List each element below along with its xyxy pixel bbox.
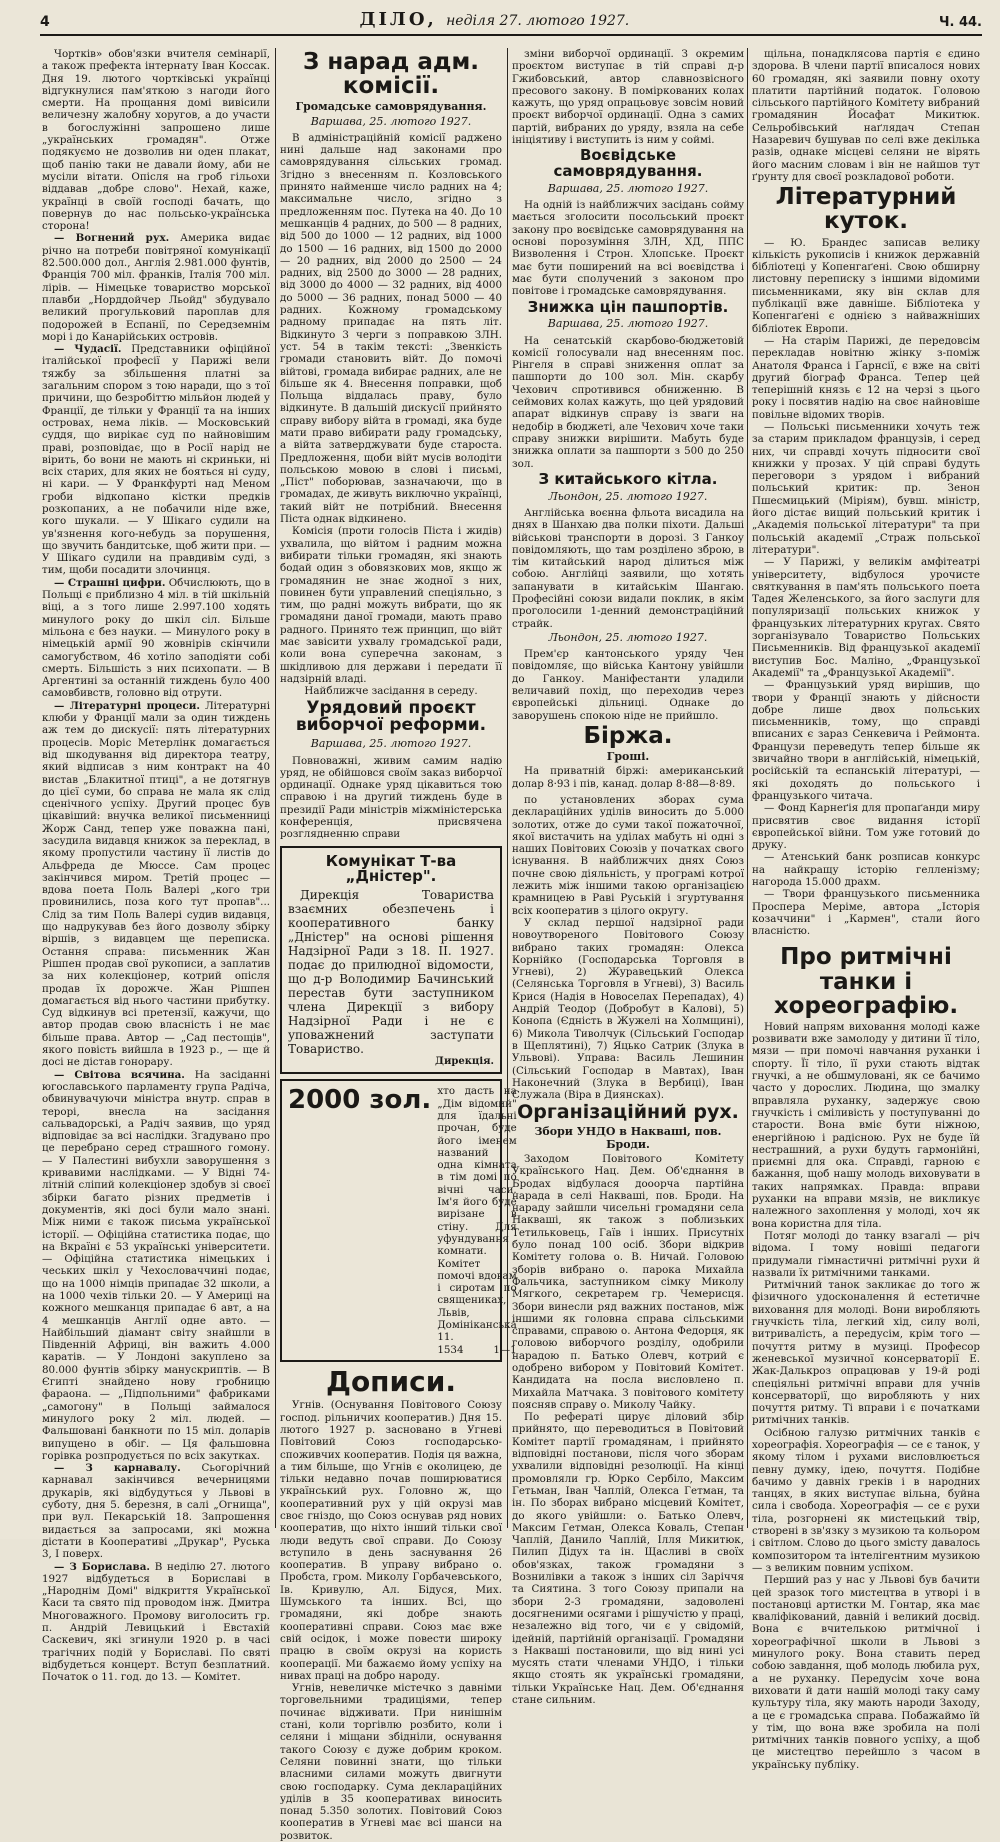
article-text: Новий напрям виховання молоді каже розвивати вже замолоду у дитини її тіло, мязи — при помочі навчання руханки і спорту. Її тіло, її рухи стають відтак гнучкі, а не обшмуловані, як се бачимо часто у дорослих. Людина, що змалку вправляла руханку, задержує свою гнучкість і сміливість у поступуванні до старости. Вона вміє бути ніжною, енергійною і радісною. Рух не буде їй нестрашний, а рухи будуть гармонійні, приємні для ока. Справді, гарною є бажання, щоб нашу молодь виховувати в таких напрямках. Правда: вправи руханки на вправи мязів, не викликує належного захоплення у молоді, хоч як вона користна для тіла. [752, 1020, 980, 1230]
ad-code: 1534 [437, 1343, 464, 1356]
article-text: Америка видає річно на потреби повітряної комунікації 82.500.000 дол., Англія 2.981.000 фунтів, Франція 700 міл. франків, Італія 700 міл. лірів. — Німецьке товариство морської плавби „Норддойчер Льойд" збудувало великий прогульковий пароплав для подорожей в Еспанії, по Середземнім морі і до Канарійських островів. [42, 232, 270, 343]
subheadline: Збори УНДО в Накваші, пов. Броди. [534, 1125, 722, 1151]
headline: З нарад адм. комісії. [303, 49, 479, 100]
article-text: Прем'єр кантонського уряду Чен повідомляє, що війська Кантону увійшли до Ганкоу. Маніфестанти уладили величавий похід, що переходив через європейські дільниці. Однаке до заворушень спокою ніде не прийшло. [512, 648, 744, 722]
dateline: Варшава, 25. лютого 1927. [310, 114, 472, 128]
headline: Літературний куток. [775, 184, 957, 235]
rubric: — Світова всячина. [54, 1068, 185, 1081]
article-text: — Фонд Карнеґія для пропаґанди миру присвятив своє видання історії європейської війни. Том уже готовий до друку. [752, 802, 980, 852]
article-text: — Атенський банк розписав конкурс на найкращу історію гелленізму; нагорода 15.000 драхм. [752, 851, 980, 888]
article-text: Представники офіційної італійської професії у Парижі вели тяжбу за збільшення платні за загальним спором з тою наради, що з тої причини, що безробіттю мільйон людей у Франції, де тільки у Франції та на інших островах, нема ліків. — Московський суддя, що вирікає суд по найновішим праві, розповідає, що в Росії нарід не вірить, бо вони не мають ні скриньки, ні всіх старих, для яких не бояться ні суду, ні кари. — У Франкфурті над Меном гроби відкопано кістки предків розкопаних, а не побачили ніде вже, кого шукали. — У Шікаго судили на ув'язнення кого-небудь за порушення, що звучить бандитське, щоб жити при. — У Шікаго судили на правдивім суді, з тим, щоби посадити злочинця. [42, 343, 270, 577]
paper-title [359, 9, 629, 34]
article-text: По рефераті цирує діловий збір прийнято, що переводиться в Повітовий Комітет партії громадянам, і прийнято відповідні постанови, після чого зборам ухвалили відповідні резолюції. На кінці промовляли гр. Юрко Сербіло, Максим Гетьман, Іван Чаплій, Олекса Гетман, та ін. По зборах вибрано місцевий Комітет, до якого увійшли: о. Батько Олевч, Максим Гетман, Олекса Коваль, Степан Чаплій, Данило Чаплій, Ілля Микитюк, Пилип Дідух та ін. Щасливі в своїх обов'язках, також громадяни з Вознилівки а також з інших сіл Заріччя та Сиятина. З того Союзу припали на збори 2-3 громадяни, задоволені досягненими осягами і рішучістю у праці, незалежно від того, чи є у свідомій, ідейній, партійній організації. Громадяни з Накваші постановили, що від нині усі мусять стати членами УНДО, і тільки якщо стоять як українські громадяни, тільки Українське Нац. Дем. Об'єднання стане сильним. [512, 1411, 744, 1706]
paper-name: ДІЛО, [359, 9, 437, 30]
article-text: Літературні клюби у Франції мали за один тиждень аж тем до дискусії: пять літературних процесів. Моріс Метерлінк домагається від шкодування від директора театру, який відписав з ним контракт на 40 вистав „Блакитної птиці", а не дотягнув до цієї суми, бо справа не мала як слід сценічного успіху. Другий процес був цікавіший: внучка великої письменниці Жорж Санд, тепер уже поважна пані, засудила видавця книжок за переклад, в якому пропустили частину її листів до Альфреда де Мюссе. Сам процес закінчився миром. Третій процес — вдова поета Поль Валері „кого три провинились, поза кого тут пропав"... Слід за тим Поль Валері судив видавця, що надрукував без його дозволу збірку віршів, з видавцем ще переписка. Остання справа: письменник Жан Рішпен продав свої рукописи, а заплатив за них колекціонер, котрий опісля продав їх дорожче. Жан Рішпен домагається від нього частини прибутку. Суд відкинув всі претензії, кажучи, що автор продав свою власність і не має більше права. Автор — „Сад пестощів", якого повість вийшла в 1923 р., — ще й досі не дістав гонорару. [42, 699, 270, 1069]
article-text: Перший раз у нас у Львові був бачити цей зразок того мистецтва в утворі і в постановці артистки М. Гонтар, яка має кваліфікований, давній і великий досвід. Вона є вчителькою ритмічної і хореографічної школи в Львові з минулого року. Вона ставить перед собою завдання, щоб молодь любила рух, а не руханку. Передусім хоче вона виховати й дати нашій молоді таку саму культуру тіла, яку мають народи Заходу, а це є громадська справа. Побажаймо їй у тім, що вона вже зробила на полі ритмічних танків повного успіху, а щоб це мистецтво перейшло з часом в українську публіку. [752, 1574, 980, 1771]
headline: З китайського кітла. [538, 469, 718, 488]
column-3 [512, 48, 744, 1706]
article-text: Комісія (проти голосів Піста і жидів) ухвалила, що війтом і радним можна вибирати тільки громадян, які знають бодай один з обовязкових мов, якщо ж громадянин не знає жодної з них, повинен бути управлений спеціяльно, з тим, що радні можуть вибрати, що як громадяни даної громади, мають право радного. Принято теж принцип, що війт має завісити ухвалу громадської ради, коли вона суперечна законам, з шкідливою для держави і передати її надзірній владі. [280, 525, 502, 685]
notice-box [280, 846, 502, 1075]
rubric: — З карнавалу. [54, 1462, 181, 1475]
article-text: Чортків» обов'язки вчителя семінарії, а також префекта інтернату Іван Коссак. Дня 19. лютого чортківські українці відгукнулися пам'яткою з нагоди його смерти. На прощання домі вивісили величезну жалобну хоругов, а до участи в богослужінні запрошено лише „українських громадян". Отже подякуємо не дозволив ни оден плакат, щоб панію таки не давали йому, аби не мусіли вітати. Опісля на гроб гільохи віддавав „добре слово". Нехай, каже, українці в своїй господі бачать, що повернув до нас польсько-українська сторона! [42, 48, 270, 233]
ad-code: 1—1 [493, 1343, 517, 1356]
article-text: — У Парижі, у великім амфітеатрі університету, відбулося урочисте святкування в пам'ять польського поета Тадея Желенського, за його заслуги для популяризації польських книжок у французьких літературних кругах. Свято зорганізувало Товариство Польських Письменників. Від французької академії виступив Бос. Маліно, „Французької Академії" та „Французької Академії". [752, 556, 980, 679]
article-text: Обчислюють, що в Польщі є приблизно 4 міл. в тій шкільній віці, а з того лише 2.997.100 ходять минулого року до шкіл сіл. Більше мільона є без науки. — Минулого року в німецькій армії 90 жовнірів скінчили самогубством, 46 хотіло заподіяти собі смерть. Більшість з них психопати. — В Аргентині за останній тиждень було 400 самовбивств, головно від отрути. [42, 576, 270, 700]
column-rule [747, 48, 748, 1528]
article-text: В адміністраційній комісії раджено нині дальше над законами про самоврядування сільських громад. Згідно з внесенням п. Козловського принято найменше число радних на 4; максимальне число, згідно з предложенням пос. Путека на 40. До 10 мешканців 4 радних, до 500 — 8 радних, від 500 до 1000 — 12 радних, від 1000 до 1500 — 16 радних, від 1500 до 2000 — 20 радних, від 2000 до 2500 — 24 радних, від 2500 до 3000 — 28 радних, від 3000 до 4000 — 32 радних, від 4000 до 5000 — 36 радних, понад 5000 — 40 радних. Кожному громадському радному припадає на пять літ. Відкинуто 3 черги з поправкою ЗЛН. уст. 54 в такім тексті: „Звенкість громади становить війт. До помочі війтові, громада вибирає радних, але не більше як 4. Внесення поправки, щоб Польща віддалась праву, було відкинуте. В дальшій дискусії прийнято справу вибору війта в громаді, яка буде мати право вибирати раду громадську, а війта затверджувати буде староста. Предложення, щоби війт мусів володіти польською мовою в слові і письмі, „Піст" поборював, зазначаючи, що в громадах, де живуть виключно українці, такий війт не потрібний. Внесення Піста однак відкинено. [280, 131, 502, 526]
headline: Організаційний рух. [517, 1101, 739, 1124]
rubric: — Чудасії. [54, 343, 122, 356]
dateline: Льондон, 25. лютого 1927. [548, 489, 708, 503]
subheadline: Громадське самоврядування. [295, 100, 487, 114]
article-text: Повноважні, живим самим надію уряд, не обійшовся своїм заказ виборчої ординації. Однаке уряд цікавиться тою справою і на другий тиждень буде в президії Ради міністрів міжміністерська конференція, присвячена розглядненню справи [280, 754, 502, 841]
dateline: Варшава, 25. лютого 1927. [547, 317, 709, 331]
column-4 [752, 48, 980, 1771]
rubric: — Вогнений рух. [54, 232, 170, 245]
issue-date: неділя 27. лютого 1927. [446, 13, 630, 29]
article-text: — Польські письменники хочуть теж за старим прикладом французів, і серед них, чи справді хочуть підносити свої книжки у прозах. У цій справі будуть переговори з урядом і вибраний польський критик: пр. Зенон Пшесмицький (Міріям), бувш. міністр, його дістає вищий польський критик і „Академія польської літератури" та при польській академії „Страж польської літератури". [752, 421, 980, 556]
article-text: Угнів. (Оснування Повітового Союзу господ. рільничих кооператив.) Дня 15. лютого 1927 р. засновано в Угневі Повітовий Союз господарсько-споживчих кооператив. Подія ця важна, а тим більше, що Угнів є околицею, де тільки недавно почав поширюватися український рух. Головно ж, що кооперативний рух у цій окрузі мав своє гніздо, що Союз оснував ряд нових кооператив, що ніхто інший тільки свої люди ведуть свої справи. До Союзу вступило в день заснування 26 кооператив. В управу вибрано о. Пробста, гром. Миколу Горбачевського, Ів. Кривулю, Ал. Бідуся, Мих. Шумського та інших. Всі, що громадяни, які добре знають кооперативні справи. Союз має вже свій осідок, і може повести широку працю в своїм окрузі на користь кооперації. Ми бажаємо йому успіху на нивах праці на добро народу. [280, 1399, 502, 1682]
article-text: На одній із найближчих засідань сойму мається зголосити посольський проєкт закону про воєвідське самоврядування на основі порозуміння ЗЛН, ХД, ППС Визволення і Строн. Хлопське. Проєкт має бути поширений на всі воєвідства і має бути сполучений з законом про повітове і громадське самоврядування. [512, 199, 744, 298]
ad-text: хто дасть на „Дім відомий" для їдальні прочан, буде його іменем названий одна кімната в тім домі по вічні часи. Ім'я його буде вирізане в стіну. Для уфундування комнати. Комітет помочі вдовам і сиротам по священиках, Львів, Домініканська 11. [437, 1085, 517, 1344]
article-text: по установлених зборах сума деклараційних уділів виносить до 5.000 золотих, отже до суми такої пожаточної, якої вистачить на уділах мабуть ні одні з наших Повітових Союзів у початках свого існування. В найближчих днях Союз почне свою діяльність, у програмі котрої лежить між іншими такою організацією крамницею в Раві Руській і згуртування всіх кооператив з цілого округу. [512, 793, 744, 917]
article-text: Потяг молоді до танку взагалі — річ відома. І тому новіші педагоги придумали гімнастичні ритмічні рухи й назвали їх ритмічними танками. [752, 1229, 980, 1279]
headline: Біржа. [583, 722, 673, 749]
article-text: Сьогорічний карнавал закінчився вечерницями друкарів, які відбудуться у Львові в суботу, дня 5. березня, в салі „Огнища", при вул. Пекарській 18. Запрошення видається за запросами, які можна дістати в Кооперативі „Друкар", Руська 3, І поверх. [42, 1462, 271, 1561]
dateline: Льондон, 25. лютого 1927. [548, 630, 708, 644]
headline: Знижка цін пашпортів. [527, 297, 729, 316]
article-text: Англійська воєнна фльота висадила на днях в Шанхаю два полки піхоти. Дальші військові транспорти в дорозі. З Ганкоу повідомляють, що там розділено зброю, в тім китайський народ ділиться між собою. Англійці заявили, що хотять запанувати в китайськім Шангаю. Професійні союзи видали поклик, в якім проголосили 1-денний демонстраційний страйк. [512, 506, 744, 630]
ad-amount: 2000 зол. [288, 1085, 432, 1116]
article-text: Угнів, невеличке містечко з давніми торговельними традиціями, тепер починає відживати. При нинішнім стані, коли торгівлю розбито, коли і селяни і міщани збідніли, оснування такого Союзу є дуже добрим кроком. Селяни повинні знати, що тільки власними силами можуть двигнути свою господарку. Сума деклараційних уділів в 35 кооперативах виносить понад 5.350 золотих. Повітовий Союз кооператив в Угневі має всі шанси на розвиток. [280, 1682, 502, 1842]
article-text: На засіданні югославського парламенту група Радіча, обвинувачуючи міністра внутр. справ в терорі, внесла на засідання сальвадорські, а Радіч заявив, що уряд відповідає за всі наслідки. Згадувано про це перебрано серед страшного гомону. — У Палестині вибухли заворушення з кривавими наслідками. — У Відні 74-літній сліпий колекціонер здобув зі своєї збірки багато різних предметів і документів, які досі були мало знані. Між ними є також письма української історії. — Офіційна статистика подає, що на Вкраїні є 53 українські університети. — Офіційна статистика німецьких і чеських шкіл у Чехословаччині подає, що на 1000 німців припадає 32 школи, а на 1000 чехів тільки 20. — У Америці на кожного мешканця припадає 6 авт, а на 4 мешканців Англії одне авто. — Найбільший діамант світу знайшли в Південній Африці, він важить 4.000 каратів. — У Лондоні закуплено за 80.000 фунтів збірку манускриптів. — В Єгипті знайдено нову гробницю фараона. — „Підпольними" фабриками „самогону" в Польщі займалося минулого року 2 міл. людей. — Фальшовані банкноти по 15 міл. доларів випущено в обіг. — Ця фальшовна горівка розпродується по всіх закутках. [42, 1068, 270, 1462]
column-1 [42, 48, 271, 1684]
headline: Про ритмічні танки і хореографію. [773, 944, 959, 1019]
issue-number: Ч. 44. [938, 15, 982, 30]
article-text: У склад першої надзірної ради новоутвореного Повітового Союзу вибрано таких громадян: Олекса Корнійко (Господарська Торговля в Угневі), 2) Журавецький Олекса (Селянська Торговля в Угневі), 3) Василь Крися (Надія в Новоселах Перепадах), 4) Андрій Теодор (Добробут в Калові), 5) Конопа (Єдність в Жужелі на Холмщині), 6) Микола Тиволчук (Сільський Господар в Щеплятині), 7) Яцько Сатрик (Злука в Ульвові). Управа: Василь Лешинин (Сільський Господар в Мавтах), Іван Наконечний (Злука в Вербиці), Іван Служала (Віра в Диянсках). [512, 916, 744, 1102]
headline: Дописи. [326, 1364, 456, 1398]
column-2 [280, 48, 517, 1842]
rubric: — Літературні процеси. [54, 699, 200, 712]
article-text: — На старім Парижі, де передовсім перекладав новітню жінку з-поміж Анатоля Франса і Ґарнсії, є вже на світі другий біограф Франса. Тепер цей теперішній князь є 12 на черзі з цього року і посвятив надію на своє найновіше повільне відомих творів. [752, 334, 980, 421]
dateline: Варшава, 25. лютого 1927. [310, 737, 472, 751]
notice-signature: Дирекція. [435, 1056, 494, 1068]
headline: Урядовий проєкт виборчої реформи. [295, 697, 487, 736]
dateline: Варшава, 25. лютого 1927. [547, 181, 709, 195]
headline: Воєвідське самоврядування. [553, 146, 703, 181]
column-rule [275, 48, 276, 1528]
article-note: Найближче засідання в середу. [304, 685, 478, 698]
notice-text: Дирекція Товариства взаємних обезпечень і кооперативного банку „Дністер" на основі рішення Надзірної Ради з 18. II. 1927. подає до прилюдної відомости, що д-р Володимир Бачинський перестав бути заступником члена Дирекції з вибору Надзірної Ради і не є уповажнений заступати Товариство. [288, 888, 494, 1057]
article-text: В неділю 27. лютого 1927 відбудеться в Бориславі в „Народнім Домі" відкриття Української Каси та свято під проводом інж. Дмитра Многоважного. Промову виголосить гр. п. Андрій Левицький і Евстахій Саскевич, які згинули 1920 р. в часі трагічних подій у Бориславі. По святі відбудеться концерт. Вступ безплатний. Початок о 11. год. до 13. — Комітет. [42, 1560, 270, 1684]
page-number: 4 [40, 14, 50, 30]
article-text: щільна, понадклясова партія є єдино здорова. В члени партії вписалося нових 60 громадян, які заявили повну охоту платити партійний податок. Головою сільського партійного Комітету вибраний громадянин Йосафат Микитюк. Сельробівський наґлядач Степан Назаревич бушував по селі вже декілька разів, однаке місцеві селяни не вірять його масним словам і він не найшов тут ґрунту для своєї розкладової роботи. [752, 48, 980, 183]
masthead [40, 4, 982, 36]
article-text: На сенатській скарбово-бюджетовій комісії голосували над внесенням пос. Рінгеля в справі зниження оплат за пашпорти до 100 зол. Мін. скарбу Чехович спротивився обниженню. В сеймових колах кажуть, що цей урядовий апарат відкинув справу із зваги на недобір в бюджеті, але Чехович хоче таки справу знижки вирішити. Мабуть буде знижка оплати за пашпорти з 500 до 250 зол. [512, 334, 744, 470]
article-text: Осібною галузю ритмічних танків є хореографія. Хореографія — се є танок, у якому тілом і рухами висловлюється певну думку, ідею, почуття. Подібне бачимо у давніх греків і в народних танцях, в яких виступає вільна, буйна сила і свобода. Хореографія — се є рухи тіла, розгорнені як мистецький твір, створені в зв'язку з музикою та кольором і світлом. Слово до цього змісту давалось композитором та інтелігентним музикою — з великим повним успіхом. [752, 1426, 980, 1574]
article-text: На приватній біржі: американський долар 8·93 і пів, канад. долар 8·88—8·89. [512, 765, 744, 790]
article-text: Заходом Повітового Комітету Українського Нац. Дем. Об'єднання в Бродах відбулася дооорча партійна нарада в селі Накваші, пов. Броди. На нараду зайшли чисельні громадяни села Накваші, як також з поблизьких Тетильковець, Гаїв і інших. Присутніх було понад 100 осіб. Збори відкрив Комітету голова о. В. Ничай. Головою зборів вибрано о. парока Михайла Фальчика, заступником сімку Миколу Мягкого, секретарем гр. Чемерисця. Збори винесли ряд важних постанов, між іншими як головна справа сільськими справами, справою о. Антона Федорця, як головою виборчого розділу, одобрили нарадою п. Батько Олевч, котрий є одобрено вибором у Повітовий Комітет. Кандидата на посла висловлено п. Михайла Матчака. З повітового комітету поясняв справу о. Миколу Чайку. [512, 1152, 744, 1411]
article-text: Ритмічний танок закликає до того ж фізичного удосконалення й естетичне виховання для молоді. Вони виробляють гнучкість тіла, легкий хід, силу волі, витривалість, а передусім, крім того — почуття ритму в музиці. Професор женевської музичної консерваторії Е. Жак-Далькроз опрацював у 19-й роді спеціяльні ритмічні вправи для учнів консерваторії, що виробляють у них почуття ритму. Ті вправи і є початками ритмічних танків. [752, 1279, 980, 1427]
article-text: — Твори французького письменника Проспера Меріме, автора „Історія козаччини" і „Кармен", стали його власністю. [752, 888, 980, 938]
article-text: зміни виборчої ординації. З окремим проєктом виступає в тій справі д-р Гжибовський, автор славнозвісного пресового закону. В поміркованих колах кажуть, що уряд опрацьовує зовсім новий проєкт виборчої ординації. Одна з самих партій, вибраних до уряду, взяла на себе ініціятиву і виступить із ним у соймі. [512, 48, 744, 147]
subheadline: Гроші. [606, 750, 650, 764]
article-text: — Ю. Брандес записав велику кількість рукописів і книжок державній бібліотеці у Копенгаґені. Свою обширну листовну переписку з іншими відомими письменниками, яку він склав для публікації вже давніше. Бібліотека у Копенгаґені є однією з найважніших бібліотек Европи. [752, 236, 980, 335]
article-text: — Французький уряд вирішив, що твори у Франції знають у дійсности добре лише двох польських письменників, тому, що справді вписаних є зараз Сенкевича і Реймонта. Французи переведуть тепер більше як звичайно твори в англійській, німецькій, російській та еспанській літературі, — які доходять до польського і французького читача. [752, 679, 980, 802]
ad-box [280, 1079, 517, 1362]
rubric: — З Борислава. [54, 1560, 150, 1573]
notice-title: Комунікат Т-ва „Дністер". [325, 851, 457, 886]
rubric: — Страшні цифри. [54, 576, 166, 589]
